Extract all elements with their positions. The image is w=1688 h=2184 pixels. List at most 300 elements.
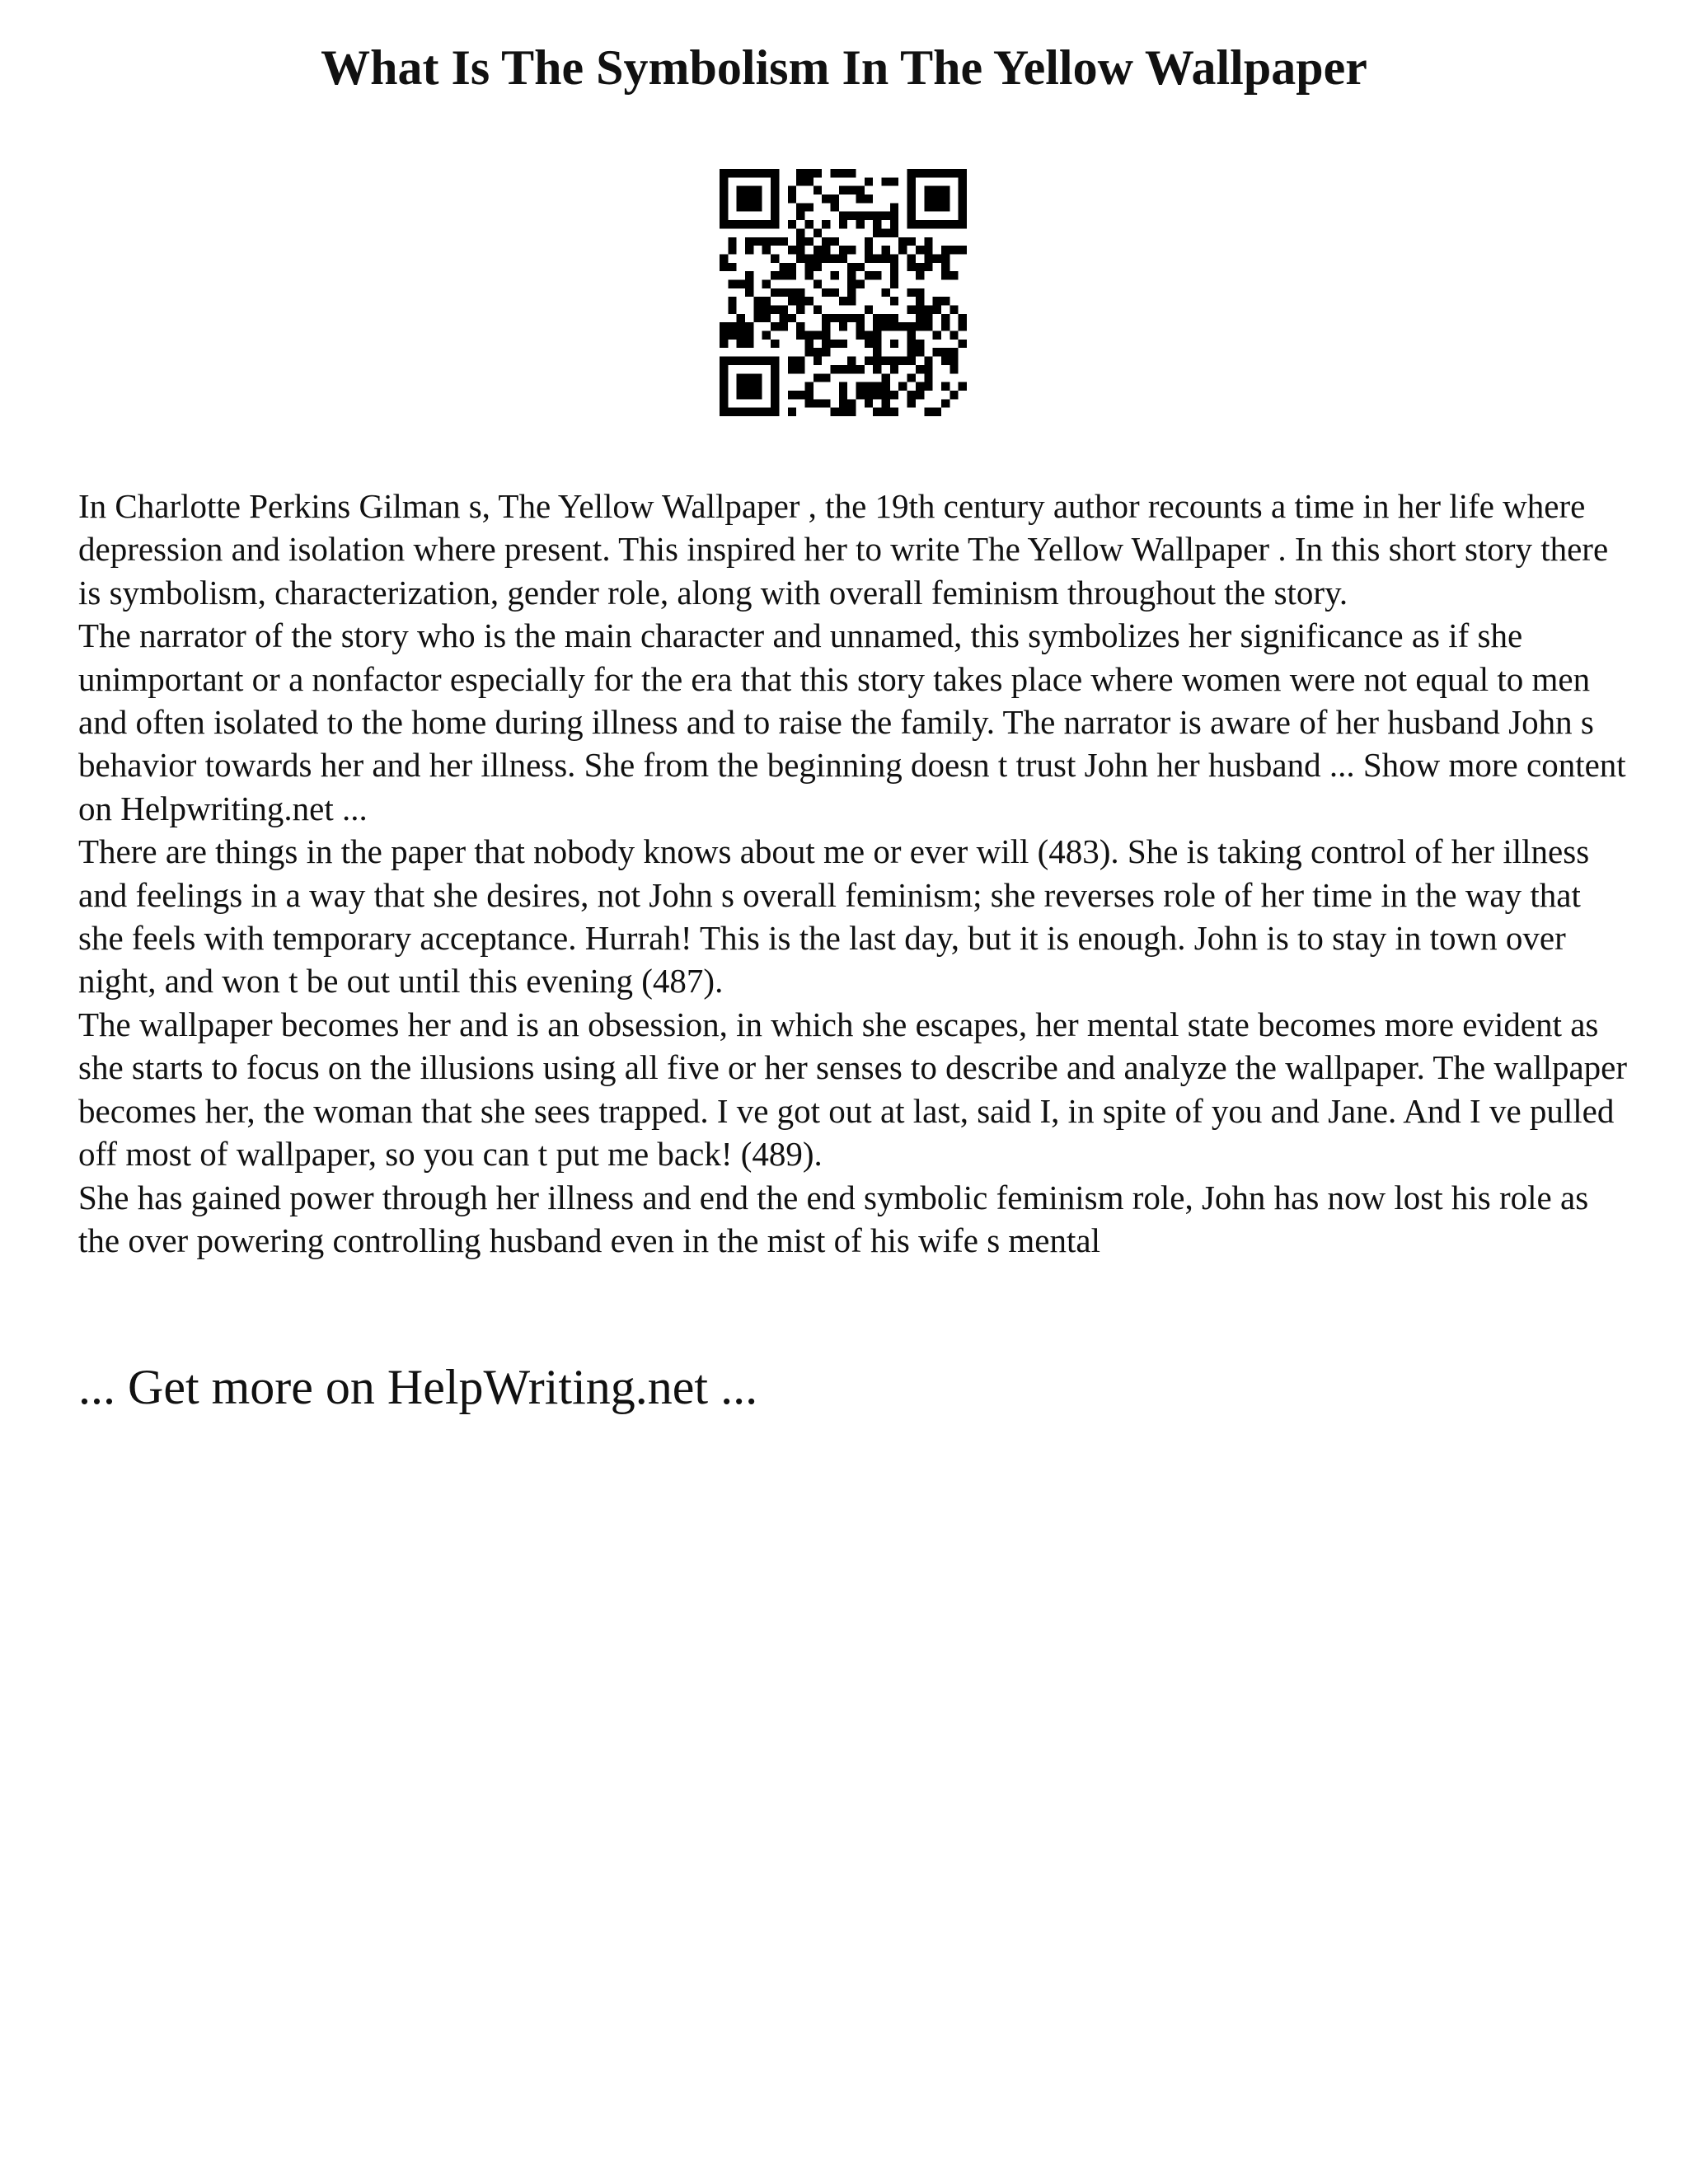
qr-module: [856, 331, 865, 340]
qr-module: [728, 220, 736, 228]
qr-module: [933, 220, 941, 228]
qr-module: [924, 246, 932, 254]
qr-module: [950, 348, 958, 356]
qr-module: [873, 365, 881, 373]
qr-module: [941, 169, 950, 177]
qr-module: [728, 322, 736, 330]
qr-module: [788, 408, 796, 416]
qr-module: [941, 297, 950, 305]
qr-module: [822, 246, 830, 254]
qr-module: [728, 279, 736, 288]
qr-module: [814, 228, 822, 237]
qr-module: [771, 365, 779, 373]
qr-module: [762, 279, 771, 288]
qr-module: [728, 237, 736, 246]
qr-module: [822, 340, 830, 348]
qr-module: [865, 340, 873, 348]
qr-module: [737, 331, 745, 340]
qr-module: [728, 169, 736, 177]
qr-module: [959, 340, 967, 348]
qr-module: [804, 203, 813, 211]
qr-module: [865, 399, 873, 407]
qr-module: [796, 288, 804, 297]
get-more-link[interactable]: ... Get more on HelpWriting.net ...: [78, 1360, 758, 1414]
qr-module: [916, 169, 924, 177]
qr-module: [907, 357, 916, 365]
qr-module: [865, 357, 873, 365]
qr-module: [890, 365, 898, 373]
qr-module: [804, 263, 813, 271]
qr-module: [745, 391, 753, 399]
qr-module: [950, 391, 958, 399]
qr-module: [856, 212, 865, 220]
qr-module: [796, 246, 804, 254]
qr-module: [771, 373, 779, 382]
qr-module: [959, 186, 967, 194]
qr-module: [788, 263, 796, 271]
qr-module: [720, 399, 728, 407]
qr-module: [839, 399, 847, 407]
qr-module: [720, 365, 728, 373]
qr-module: [882, 382, 890, 391]
qr-code-icon: [720, 169, 967, 416]
qr-module: [762, 220, 771, 228]
qr-module: [796, 237, 804, 246]
qr-module: [745, 322, 753, 330]
qr-module: [814, 373, 822, 382]
qr-module: [771, 254, 779, 262]
qr-module: [737, 322, 745, 330]
qr-module: [924, 322, 932, 330]
qr-module: [753, 169, 762, 177]
qr-module: [762, 169, 771, 177]
qr-module: [873, 220, 881, 228]
qr-module: [720, 169, 728, 177]
qr-module: [788, 194, 796, 203]
qr-module: [959, 169, 967, 177]
qr-module: [873, 254, 881, 262]
qr-module: [839, 246, 847, 254]
qr-module: [753, 220, 762, 228]
qr-module: [890, 297, 898, 305]
qr-module: [959, 382, 967, 391]
qr-module: [873, 357, 881, 365]
qr-module: [847, 357, 856, 365]
qr-module: [779, 314, 787, 322]
qr-module: [856, 322, 865, 330]
qr-module: [882, 288, 890, 297]
qr-module: [737, 357, 745, 365]
qr-module: [771, 186, 779, 194]
qr-module: [720, 194, 728, 203]
paragraph: There are things in the paper that nobody knows about me or ever will (483). She is taking control of her illness and feelings in a way that she desires, not John s overall feminism; she reverses role of her time in the way that she feels with temporary acceptance. Hurrah! This is the last day, but it is enough. John is to stay in town over night, and won t be out until this evening (487).: [78, 832, 1590, 1001]
qr-module: [916, 220, 924, 228]
qr-module: [814, 348, 822, 356]
qr-module: [728, 297, 736, 305]
qr-module: [847, 314, 856, 322]
qr-module: [839, 169, 847, 177]
qr-module: [762, 246, 771, 254]
qr-module: [882, 373, 890, 382]
qr-module: [907, 331, 916, 340]
qr-module: [933, 348, 941, 356]
qr-module: [796, 331, 804, 340]
qr-module: [771, 322, 779, 330]
qr-module: [745, 220, 753, 228]
qr-module: [839, 186, 847, 194]
qr-module: [814, 279, 822, 288]
qr-module: [916, 322, 924, 330]
qr-module: [856, 391, 865, 399]
qr-module: [941, 357, 950, 365]
qr-module: [737, 194, 745, 203]
qr-module: [753, 373, 762, 382]
qr-module: [728, 246, 736, 254]
qr-module: [907, 399, 916, 407]
qr-module: [839, 408, 847, 416]
qr-module: [916, 263, 924, 271]
paragraph: The wallpaper becomes her and is an obsession, in which she escapes, her mental state becomes more evident as she starts to focus on the illusions using all five or her senses to describe and analyze the wallpaper. The wallpaper becomes her, the woman that she sees trapped. I ve got out at last, said I, in spite of you and Jane. And I ve pulled off most of wallpaper, so you can t put me back! (489).: [78, 1005, 1628, 1174]
qr-module: [950, 365, 958, 373]
qr-module: [890, 177, 898, 185]
qr-module: [882, 254, 890, 262]
qr-module: [865, 246, 873, 254]
qr-module: [839, 254, 847, 262]
qr-module: [882, 228, 890, 237]
qr-module: [771, 340, 779, 348]
qr-module: [814, 263, 822, 271]
qr-module: [924, 237, 932, 246]
qr-module: [762, 237, 771, 246]
qr-module: [933, 297, 941, 305]
qr-module: [847, 186, 856, 194]
qr-module: [728, 331, 736, 340]
qr-module: [737, 203, 745, 211]
qr-module: [745, 279, 753, 288]
qr-module: [804, 348, 813, 356]
qr-module: [720, 220, 728, 228]
qr-module: [796, 357, 804, 365]
qr-module: [762, 331, 771, 340]
qr-module: [847, 279, 856, 288]
qr-module: [941, 382, 950, 391]
qr-module: [779, 322, 787, 330]
qr-module: [959, 177, 967, 185]
qr-module: [907, 373, 916, 382]
qr-module: [890, 408, 898, 416]
qr-module: [779, 237, 787, 246]
qr-module: [950, 357, 958, 365]
qr-module: [720, 203, 728, 211]
qr-module: [830, 314, 838, 322]
qr-module: [804, 220, 813, 228]
qr-module: [941, 399, 950, 407]
qr-module: [762, 306, 771, 314]
qr-module: [890, 203, 898, 211]
qr-module: [745, 169, 753, 177]
qr-module: [924, 365, 932, 373]
qr-module: [907, 340, 916, 348]
qr-module: [796, 169, 804, 177]
qr-module: [737, 373, 745, 382]
qr-module: [959, 220, 967, 228]
qr-module: [882, 399, 890, 407]
qr-module: [924, 194, 932, 203]
qr-module: [771, 382, 779, 391]
qr-module: [933, 194, 941, 203]
qr-module: [882, 408, 890, 416]
qr-module: [907, 220, 916, 228]
qr-module: [830, 194, 838, 203]
qr-module: [873, 271, 881, 279]
qr-module: [804, 340, 813, 348]
qr-module: [941, 322, 950, 330]
qr-module: [916, 288, 924, 297]
qr-module: [856, 365, 865, 373]
qr-module: [804, 391, 813, 399]
qr-module: [847, 271, 856, 279]
qr-module: [924, 357, 932, 365]
qr-module: [916, 297, 924, 305]
qr-module: [788, 391, 796, 399]
qr-module: [804, 237, 813, 246]
qr-module: [822, 220, 830, 228]
qr-module: [720, 357, 728, 365]
qr-module: [898, 322, 907, 330]
qr-module: [804, 297, 813, 305]
qr-module: [753, 186, 762, 194]
qr-module: [839, 391, 847, 399]
qr-module: [720, 331, 728, 340]
qr-module: [856, 279, 865, 288]
qr-module: [916, 391, 924, 399]
qr-module: [814, 399, 822, 407]
qr-module: [830, 365, 838, 373]
qr-module: [924, 314, 932, 322]
qr-module: [959, 194, 967, 203]
qr-module: [771, 169, 779, 177]
qr-module: [830, 288, 838, 297]
qr-module: [950, 246, 958, 254]
qr-module: [950, 306, 958, 314]
qr-module: [924, 169, 932, 177]
paragraph: She has gained power through her illness and end the end symbolic feminism role, John has now lost his role as the over powering controlling husband even in the mist of his wife s mental: [78, 1178, 1589, 1259]
qr-module: [941, 220, 950, 228]
qr-module: [830, 203, 838, 211]
qr-module: [822, 314, 830, 322]
qr-module: [865, 194, 873, 203]
qr-module: [804, 399, 813, 407]
qr-module: [882, 357, 890, 365]
qr-module: [890, 340, 898, 348]
qr-module: [796, 228, 804, 237]
qr-module: [814, 306, 822, 314]
qr-module: [924, 306, 932, 314]
qr-module: [856, 220, 865, 228]
qr-module: [796, 203, 804, 211]
qr-module: [933, 254, 941, 262]
qr-module: [720, 391, 728, 399]
qr-module: [847, 263, 856, 271]
qr-module: [839, 297, 847, 305]
qr-module: [933, 186, 941, 194]
qr-module: [814, 169, 822, 177]
qr-module: [737, 382, 745, 391]
qr-module: [788, 314, 796, 322]
qr-module: [814, 186, 822, 194]
qr-module: [771, 288, 779, 297]
qr-module: [941, 186, 950, 194]
qr-module: [898, 237, 907, 246]
qr-module: [839, 322, 847, 330]
qr-module: [728, 408, 736, 416]
qr-module: [804, 331, 813, 340]
qr-module: [941, 271, 950, 279]
qr-module: [771, 391, 779, 399]
qr-module: [924, 263, 932, 271]
qr-module: [959, 212, 967, 220]
qr-module: [907, 237, 916, 246]
qr-module: [753, 314, 762, 322]
qr-module: [907, 306, 916, 314]
qr-module: [924, 373, 932, 382]
qr-module: [847, 365, 856, 373]
qr-module: [720, 408, 728, 416]
qr-module: [753, 408, 762, 416]
qr-module: [941, 348, 950, 356]
qr-module: [865, 331, 873, 340]
qr-module: [882, 246, 890, 254]
qr-module: [890, 271, 898, 279]
qr-module: [865, 177, 873, 185]
qr-module: [839, 340, 847, 348]
qr-module: [941, 194, 950, 203]
qr-module: [847, 408, 856, 416]
qr-module: [771, 203, 779, 211]
qr-module: [745, 331, 753, 340]
qr-module: [916, 314, 924, 322]
qr-module: [745, 194, 753, 203]
qr-module: [822, 194, 830, 203]
qr-module: [950, 169, 958, 177]
qr-module: [720, 254, 728, 262]
qr-module: [916, 365, 924, 373]
qr-module: [907, 322, 916, 330]
qr-module: [916, 306, 924, 314]
qr-module: [822, 373, 830, 382]
qr-module: [941, 254, 950, 262]
qr-module: [753, 194, 762, 203]
qr-module: [814, 331, 822, 340]
qr-module: [822, 254, 830, 262]
qr-module: [890, 279, 898, 288]
qr-module: [907, 288, 916, 297]
qr-module: [882, 391, 890, 399]
qr-module: [779, 306, 787, 314]
qr-module: [804, 271, 813, 279]
qr-module: [890, 314, 898, 322]
qr-module: [814, 357, 822, 365]
qr-module: [720, 373, 728, 382]
qr-module: [830, 408, 838, 416]
qr-module: [890, 357, 898, 365]
qr-module: [737, 169, 745, 177]
qr-module: [847, 297, 856, 305]
qr-module: [873, 391, 881, 399]
qr-module: [907, 348, 916, 356]
qr-module: [865, 306, 873, 314]
qr-module: [762, 297, 771, 305]
qr-module: [720, 186, 728, 194]
qr-module: [822, 288, 830, 297]
qr-module: [890, 228, 898, 237]
qr-module: [890, 263, 898, 271]
qr-module: [788, 186, 796, 194]
qr-module: [745, 203, 753, 211]
qr-module: [771, 194, 779, 203]
qr-module: [771, 306, 779, 314]
qr-module: [737, 340, 745, 348]
qr-module: [873, 382, 881, 391]
qr-module: [822, 348, 830, 356]
qr-module: [822, 237, 830, 246]
qr-module: [873, 408, 881, 416]
qr-module: [882, 177, 890, 185]
qr-module: [839, 365, 847, 373]
qr-module: [779, 271, 787, 279]
qr-module: [839, 314, 847, 322]
qr-module: [745, 271, 753, 279]
qr-module: [728, 263, 736, 271]
qr-module: [873, 331, 881, 340]
qr-module: [771, 408, 779, 416]
qr-module: [788, 220, 796, 228]
qr-module: [839, 382, 847, 391]
qr-module: [924, 186, 932, 194]
qr-module: [924, 254, 932, 262]
paragraph: The narrator of the story who is the main character and unnamed, this symbolizes her significance as if she unimportant or a nonfactor especially for the era that this story takes place where women were not equal to men and often isolated to the home during illness and to raise the family. The narrator is aware of her husband John s behavior towards her and her illness. She from the beginning doesn t trust John her husband ... Show more content on Helpwriting.net ...: [78, 616, 1626, 827]
qr-module: [737, 408, 745, 416]
qr-module: [788, 357, 796, 365]
qr-module: [890, 212, 898, 220]
qr-module: [737, 391, 745, 399]
qr-module: [788, 297, 796, 305]
qr-module: [728, 357, 736, 365]
paragraph: In Charlotte Perkins Gilman s, The Yellow Wallpaper , the 19th century author recounts a time in her life where depression and isolation where present. This inspired her to write The Yellow Wallpaper . In this short story there is symbolism, characterization, gender role, along with overall feminism throughout the story.: [78, 487, 1609, 612]
page-title: What Is The Symbolism In The Yellow Wallpaper: [321, 40, 1367, 95]
qr-module: [950, 331, 958, 340]
qr-module: [839, 212, 847, 220]
qr-module: [907, 254, 916, 262]
qr-module: [907, 169, 916, 177]
qr-module: [762, 314, 771, 322]
qr-module: [898, 357, 907, 365]
qr-module: [873, 340, 881, 348]
qr-module: [728, 306, 736, 314]
qr-module: [796, 365, 804, 373]
qr-module: [788, 288, 796, 297]
qr-module: [796, 391, 804, 399]
qr-module: [916, 246, 924, 254]
qr-module: [916, 340, 924, 348]
qr-module: [873, 228, 881, 237]
qr-module: [907, 212, 916, 220]
qr-module: [745, 237, 753, 246]
qr-module: [745, 373, 753, 382]
qr-module: [873, 314, 881, 322]
qr-module: [959, 246, 967, 254]
qr-module: [907, 263, 916, 271]
